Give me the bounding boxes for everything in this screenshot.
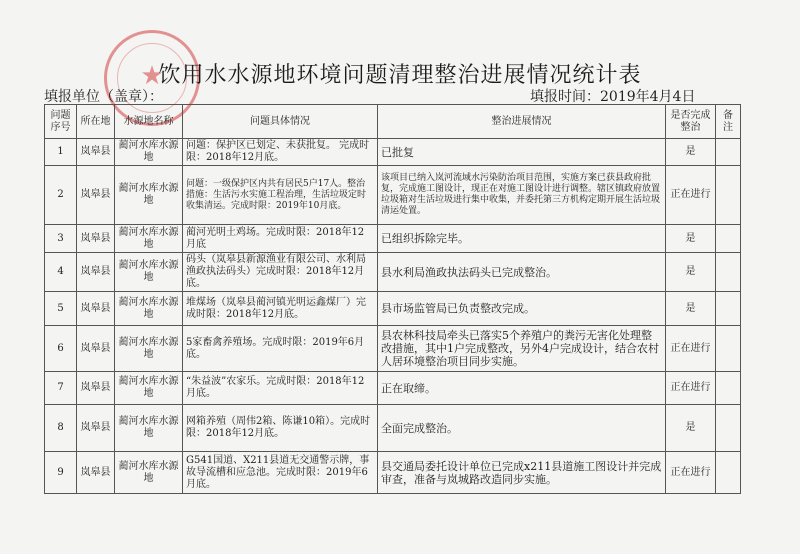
col-header-done: 是否完成整治 [666,105,716,139]
col-header-note: 备注 [716,105,741,139]
cell-done: 是 [666,405,716,452]
cell-source: 蔺河水库水源地 [115,452,183,494]
cell-issue: 蔺河光明土鸡场。完成时限：2018年12月底 [183,225,378,253]
col-header-source: 水源地名称 [115,105,183,139]
cell-done: 正在进行 [666,166,716,225]
cell-no: 7 [45,372,77,405]
cell-issue: 码头（岚皋县新源渔业有限公司、水利局渔政执法码头）完成时限：2018年12月底。 [183,253,378,292]
cell-issue: G541国道、X211县道无交通警示牌，事故导流槽和应急池。完成时限：2019年6月底。 [183,452,378,494]
progress-table [44,104,741,494]
stamp-star-icon: ★ [140,61,164,91]
table-row [45,326,741,372]
cell-note [716,139,741,166]
table-header-row [45,105,741,139]
cell-done: 正在进行 [666,326,716,372]
cell-progress: 县农林科技局牵头已落实5个养殖户的粪污无害化处理整改措施，其中1户完成整改，另外4户完成设计，结合农村人居环境整治项目同步实施。 [378,326,666,372]
cell-done: 是 [666,292,716,326]
cell-place: 岚皋县 [77,225,115,253]
cell-note [716,326,741,372]
col-header-place: 所在地 [77,105,115,139]
cell-source: 蔺河水库水源地 [115,326,183,372]
cell-place: 岚皋县 [77,372,115,405]
cell-note [716,166,741,225]
cell-place: 岚皋县 [77,253,115,292]
cell-source: 蔺河水库水源地 [115,166,183,225]
cell-note [716,292,741,326]
table-row [45,405,741,452]
cell-progress: 县交通局委托设计单位已完成x211县道施工图设计并完成审查，准备与岚城路改造同步实施。 [378,452,666,494]
cell-source: 蔺河水库水源地 [115,405,183,452]
cell-note [716,372,741,405]
cell-source: 蔺河水库水源地 [115,225,183,253]
table-row [45,225,741,253]
col-header-progress: 整治进展情况 [378,105,666,139]
table-row [45,452,741,494]
cell-place: 岚皋县 [77,166,115,225]
cell-no: 6 [45,326,77,372]
cell-note [716,253,741,292]
cell-issue: 5家畜禽养殖场。完成时限：2019年6月底。 [183,326,378,372]
cell-source: 蔺河水库水源地 [115,139,183,166]
cell-place: 岚皋县 [77,326,115,372]
col-header-no: 问题序号 [45,105,77,139]
cell-progress: 全面完成整治。 [378,405,666,452]
cell-done: 是 [666,139,716,166]
document-title: 饮用水水源地环境问题清理整治进展情况统计表 [158,63,642,88]
table-row [45,166,741,225]
cell-progress: 该项目已纳入岚河流域水污染防治项目范围，实施方案已获县政府批复，完成施工图设计，现正在对施工图设计进行调整。辖区镇政府放置垃圾箱对生活垃圾进行集中收集，并委托第三方机构定期开展生活垃圾清运处置。 [378,166,666,225]
cell-no: 4 [45,253,77,292]
reporting-date: 填报时间：2019年4月4日 [530,89,696,105]
cell-no: 2 [45,166,77,225]
col-header-issue: 问题具体情况 [183,105,378,139]
cell-progress: 正在取缔。 [378,372,666,405]
cell-place: 岚皋县 [77,452,115,494]
cell-progress: 已批复 [378,139,666,166]
cell-done: 是 [666,253,716,292]
cell-source: 蔺河水库水源地 [115,253,183,292]
cell-note [716,452,741,494]
cell-no: 9 [45,452,77,494]
cell-progress: 已组织拆除完毕。 [378,225,666,253]
cell-note [716,225,741,253]
cell-note [716,405,741,452]
table-row [45,253,741,292]
cell-issue: 问题：一级保护区内共有居民5户17人。整治措施：生活污水实施工程治理，生活垃圾定时收集清运。完成时限：2019年10月底。 [183,166,378,225]
table-row [45,139,741,166]
cell-done: 正在进行 [666,452,716,494]
cell-done: 正在进行 [666,372,716,405]
cell-no: 8 [45,405,77,452]
cell-progress: 县水利局渔政执法码头已完成整治。 [378,253,666,292]
cell-issue: 问题：保护区已划定、未获批复。 完成时限：2018年12月底。 [183,139,378,166]
cell-no: 5 [45,292,77,326]
cell-no: 3 [45,225,77,253]
reporting-unit-label: 填报单位（盖章）： [44,89,163,105]
cell-issue: “朱益波”农家乐。完成时限：2018年12月底。 [183,372,378,405]
cell-place: 岚皋县 [77,292,115,326]
table-row [45,292,741,326]
cell-progress: 县市场监管局已负责整改完成。 [378,292,666,326]
cell-done: 是 [666,225,716,253]
cell-place: 岚皋县 [77,405,115,452]
cell-no: 1 [45,139,77,166]
cell-source: 蔺河水库水源地 [115,292,183,326]
cell-place: 岚皋县 [77,139,115,166]
cell-source: 蔺河水库水源地 [115,372,183,405]
cell-issue: 网箱养殖（周伟2箱、陈谦10箱）。完成时限：2018年12月底。 [183,405,378,452]
table-row [45,372,741,405]
cell-issue: 堆煤场（岚皋县蔺河镇光明运鑫煤厂）完成时限：2018年12月底。 [183,292,378,326]
